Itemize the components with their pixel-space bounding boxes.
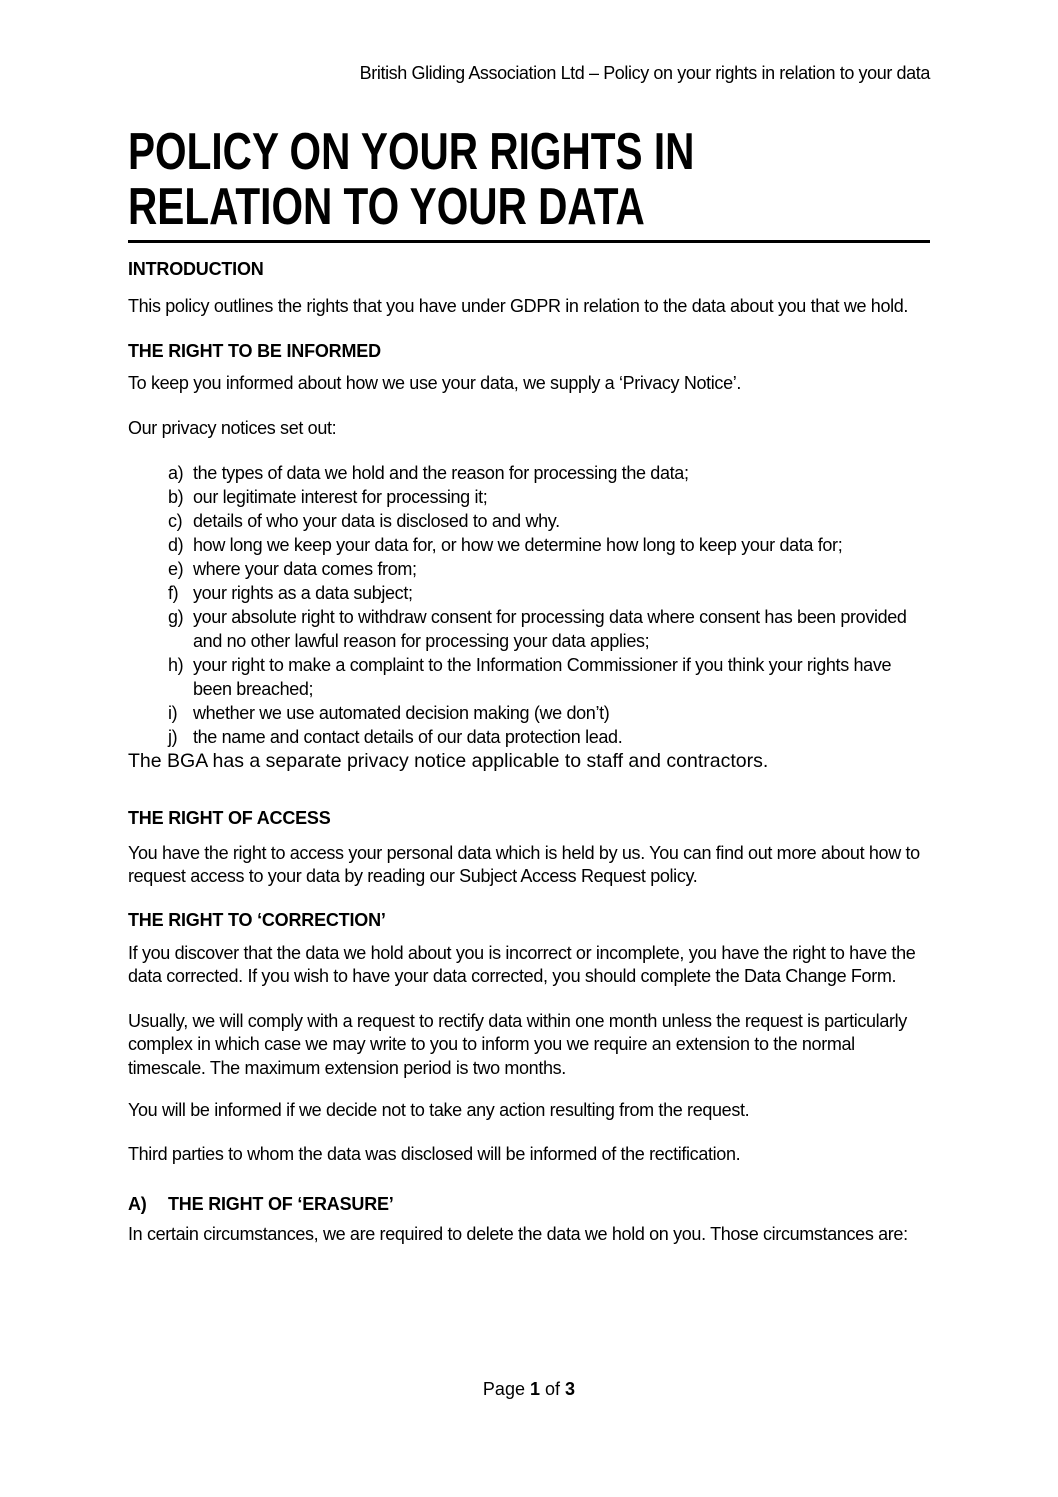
- list-marker: f): [168, 582, 179, 603]
- page-title-line-2: RELATION TO YOUR DATA: [128, 178, 645, 236]
- heading-text: THE RIGHT OF ‘ERASURE’: [168, 1194, 394, 1214]
- paragraph-privacy-notice: To keep you informed about how we use your data, we supply a ‘Privacy Notice’.: [128, 372, 742, 393]
- list-item: [168, 581, 930, 605]
- list-item: [168, 605, 930, 653]
- list-item-text: your absolute right to withdraw consent for processing data where consent has been provided and no other lawful reason for processing your data applies;: [193, 606, 907, 651]
- paragraph-correction-1: If you discover that the data we hold about you is incorrect or incomplete, you have the right to have the data corrected. If you wish to have your data corrected, you should complete the Data Change Form.: [128, 942, 916, 986]
- heading-introduction: INTRODUCTION: [128, 259, 264, 279]
- heading-marker: A): [128, 1194, 147, 1214]
- list-item: [168, 653, 930, 701]
- list-item-text: our legitimate interest for processing it;: [193, 486, 488, 507]
- list-item: [168, 509, 930, 533]
- footer-of: of: [545, 1379, 561, 1399]
- list-marker: j): [168, 726, 178, 747]
- list-item-text: where your data comes from;: [193, 558, 417, 579]
- list-marker: e): [168, 558, 184, 579]
- list-marker: d): [168, 534, 184, 555]
- paragraph-introduction: This policy outlines the rights that you have under GDPR in relation to the data about you that we hold.: [128, 296, 909, 316]
- page-title: [128, 125, 930, 243]
- list-item: [168, 485, 930, 509]
- list-marker: h): [168, 654, 184, 675]
- paragraph-erasure: In certain circumstances, we are required to delete the data we hold on you. Those circumstances are:: [128, 1224, 908, 1244]
- paragraph-correction-3: You will be informed if we decide not to take any action resulting from the request.: [128, 1100, 750, 1120]
- privacy-notice-list: [168, 461, 930, 749]
- paragraph-correction-2: Usually, we will comply with a request to rectify data within one month unless the request is particularly complex in which case we may write to you to inform you we require an extension to the normal timescale. The maximum extension period is two months.: [128, 1010, 907, 1078]
- heading-right-of-access: THE RIGHT OF ACCESS: [128, 807, 331, 828]
- list-item-text: details of who your data is disclosed to and why.: [193, 510, 560, 531]
- page-number: 1: [529, 1379, 540, 1399]
- list-item-text: how long we keep your data for, or how we determine how long to keep your data for;: [193, 534, 843, 555]
- list-item: [168, 461, 930, 485]
- list-item-text: the name and contact details of our data protection lead.: [193, 726, 623, 747]
- footer-prefix: Page: [482, 1379, 525, 1399]
- list-item-text: the types of data we hold and the reason for processing the data;: [193, 462, 689, 483]
- note-bga-separate-privacy-notice: The BGA has a separate privacy notice applicable to staff and contractors.: [128, 749, 769, 772]
- paragraph-correction-4: Third parties to whom the data was disclosed will be informed of the rectification.: [128, 1143, 741, 1164]
- list-item: [168, 557, 930, 581]
- paragraph-notices-set-out: Our privacy notices set out:: [128, 418, 337, 438]
- list-marker: a): [168, 462, 184, 483]
- document-header: British Gliding Association Ltd – Policy on your rights in relation to your data: [359, 63, 930, 83]
- list-marker: b): [168, 486, 184, 507]
- list-marker: g): [168, 606, 184, 627]
- list-item-text: whether we use automated decision making (we don’t): [193, 702, 610, 723]
- list-marker: c): [168, 510, 183, 531]
- heading-right-to-correction: THE RIGHT TO ‘CORRECTION’: [128, 909, 386, 930]
- list-item-text: your rights as a data subject;: [193, 582, 413, 603]
- list-item: [168, 701, 930, 725]
- list-marker: i): [168, 702, 178, 723]
- list-item: [168, 725, 930, 749]
- page-footer: [0, 1378, 1058, 1401]
- paragraph-access: You have the right to access your personal data which is held by us. You can find out more about how to request access to your data by reading our Subject Access Request policy.: [128, 842, 920, 886]
- list-item-text: your right to make a complaint to the Information Commissioner if you think your rights have been breached;: [193, 654, 892, 699]
- list-item: [168, 533, 930, 557]
- heading-right-to-be-informed: THE RIGHT TO BE INFORMED: [128, 340, 381, 361]
- page-title-line-1: POLICY ON YOUR RIGHTS IN: [128, 123, 695, 181]
- heading-right-of-erasure: [128, 1193, 930, 1216]
- total-pages: 3: [565, 1379, 576, 1399]
